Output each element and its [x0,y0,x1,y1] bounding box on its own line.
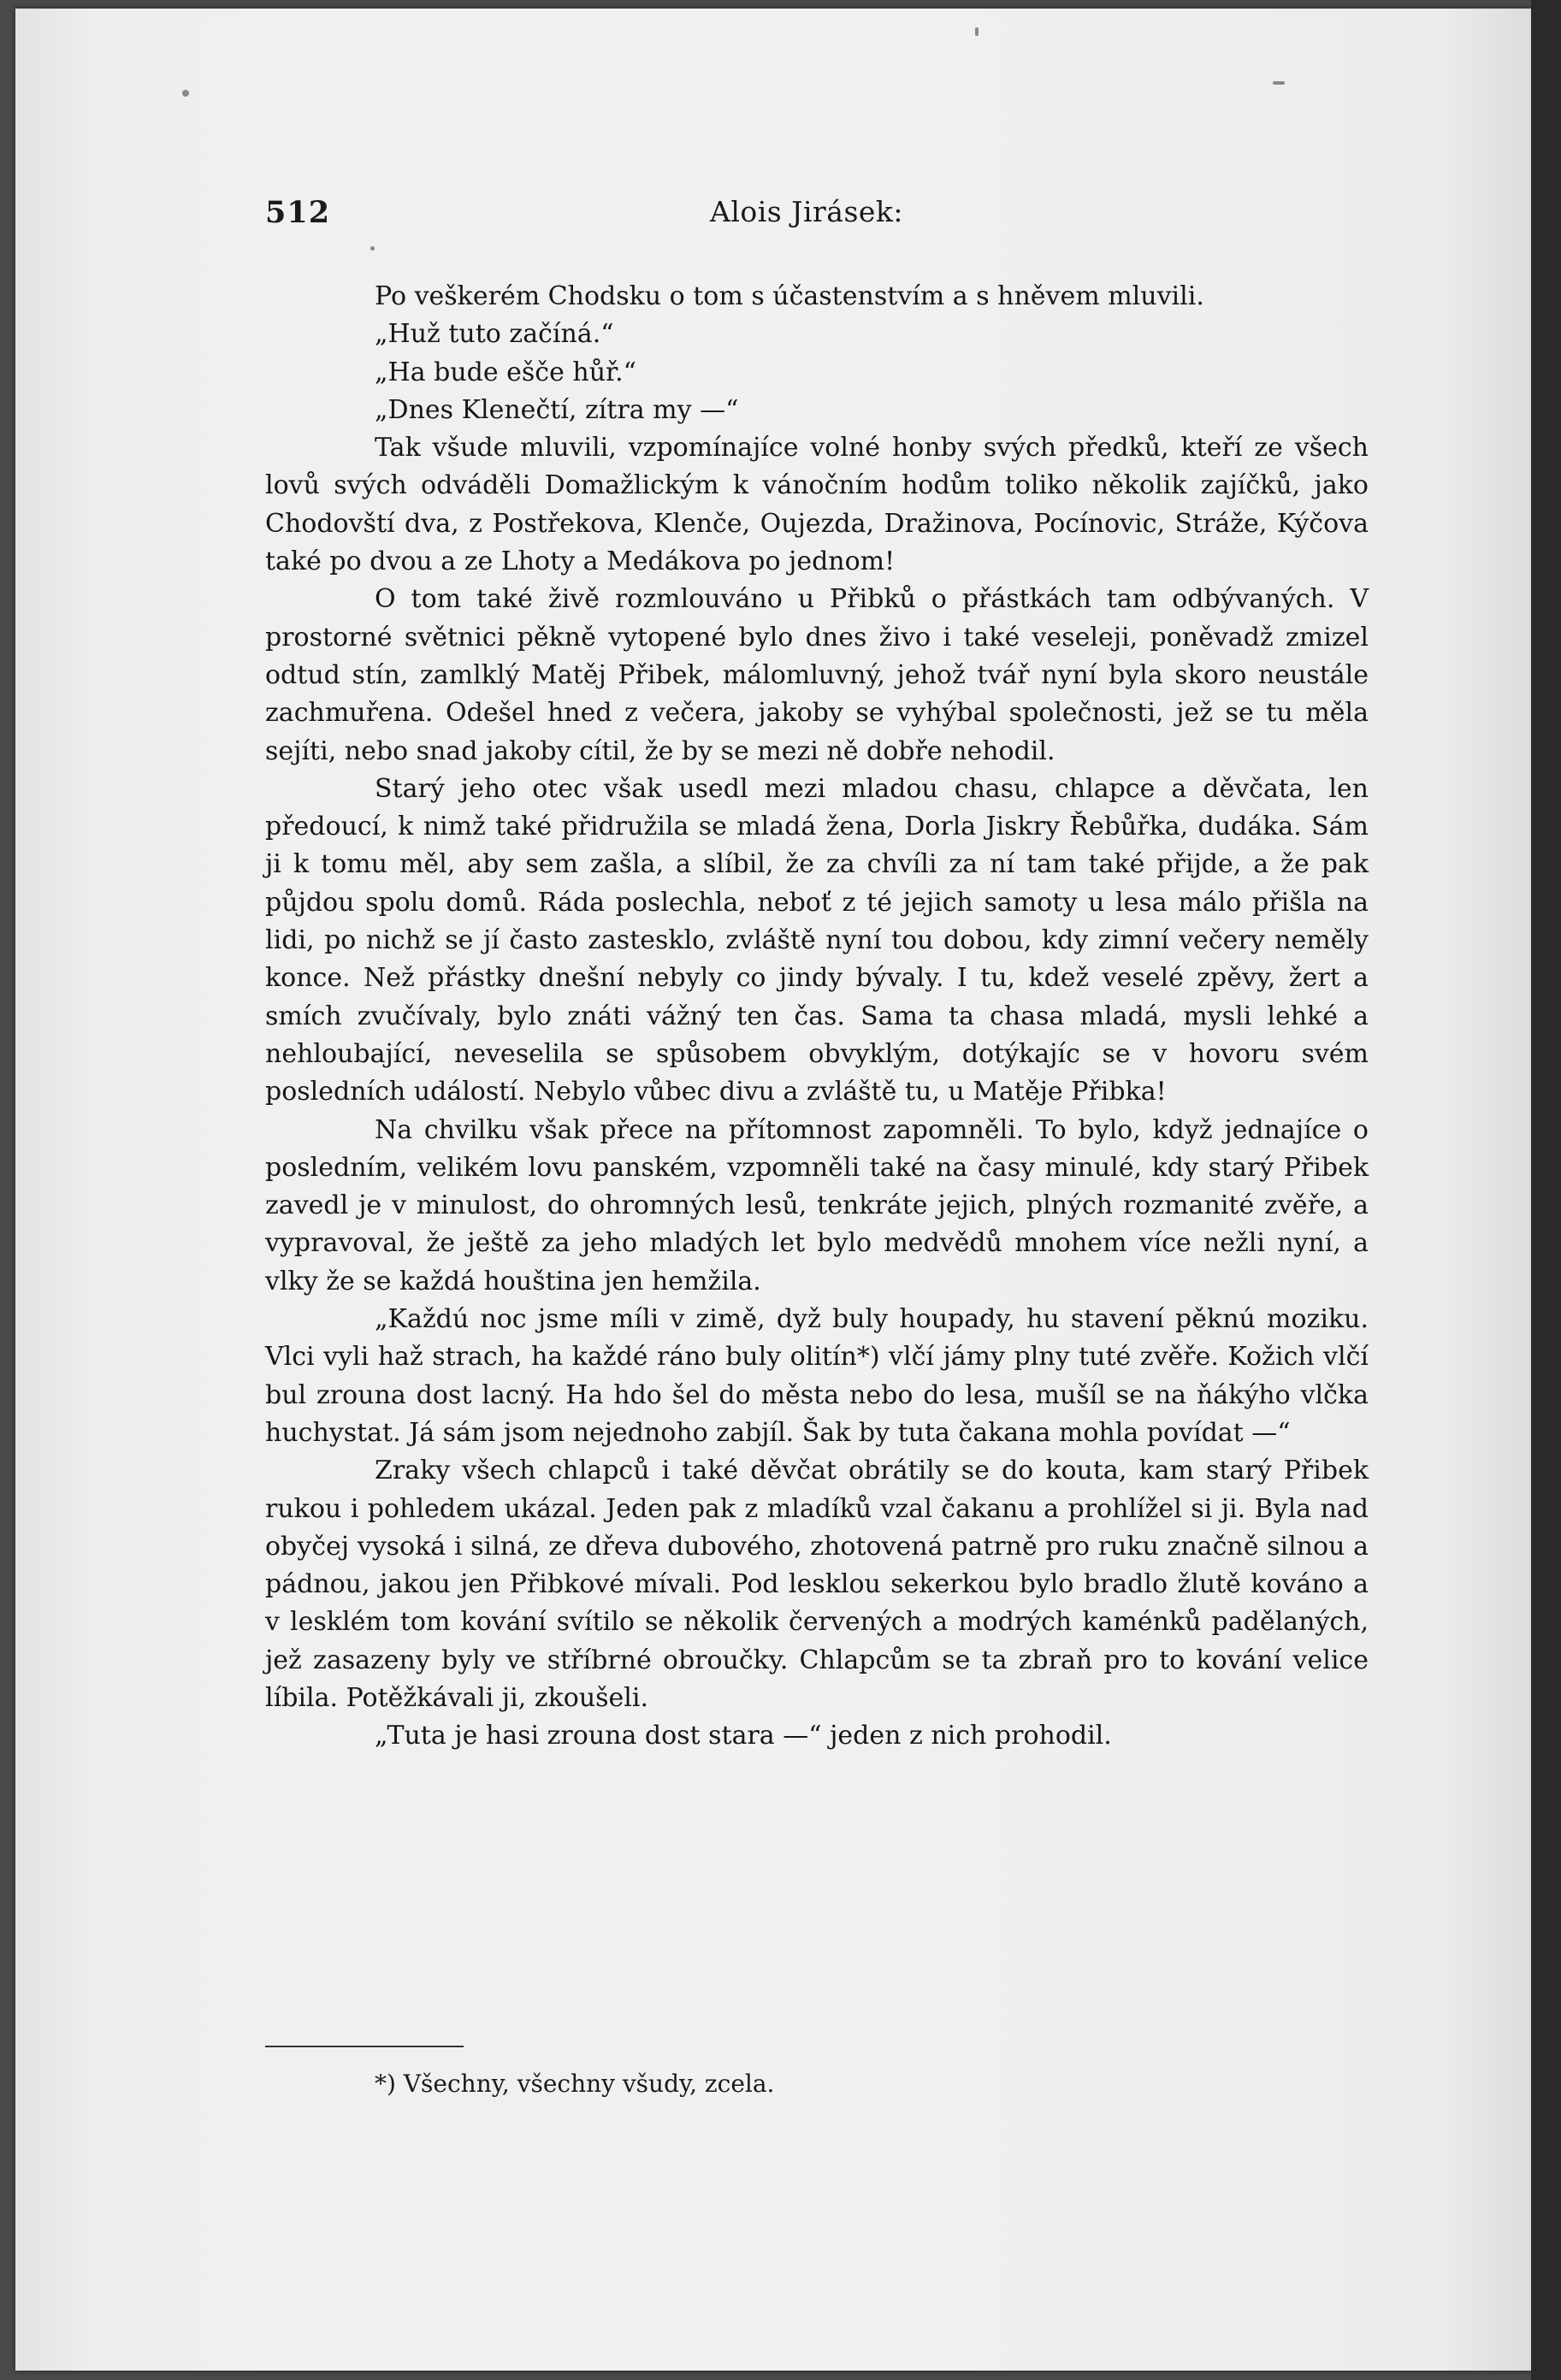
page-number: 512 [265,195,331,230]
paragraph: O tom také živě rozmlouváno u Přibků o přástkách tam odbývaných. V prostorné světnici pěkně vytopené bylo dnes živo i také veseleji, poněvadž zmizel odtud stín, zamlklý Matěj Přibek, málomluvný, jehož tvář nyní byla skoro neustále zachmuřena. Odešel hned z večera, jakoby se vyhýbal společnosti, jež se tu měla sejíti, nebo snad jakoby cítil, že by se mezi ně dobře nehodil. [265,584,1369,766]
book-page [15,9,1531,2371]
paragraph: Po veškerém Chodsku o tom s účastenstvím a s hněvem mluvili. [375,281,1204,311]
scan-speck [370,246,375,251]
paragraph: Zraky všech chlapců i také děvčat obrátily se do kouta, kam starý Přibek rukou i pohledem ukázal. Jeden pak z mladíků vzal čakanu a prohlížel si ji. Byla nad obyčej vysoká i silná, ze dřeva dubového, zhotovená patrně pro ruku značně silnou a pádnou, jakou jen Přibkové mívali. Pod lesklou sekerkou bylo bradlo žlutě kováno a v lesklém tom kování svítilo se několik červených a modrých kaménků padělaných, jež zasazeny byly ve stříbrné obroučky. Chlapcům se ta zbraň pro to kování velice líbila. Potěžkávali ji, zkoušeli. [265,1456,1369,1713]
paragraph: „Dnes Klenečtí, zítra my —“ [375,394,739,425]
paragraph: Tak všude mluvili, vzpomínajíce volné honby svých předků, kteří ze všech lovů svých odváděli Domažlickým k vánočním hodům toliko několik zajíčků, jako Chodovští dva, z Postřekova, Klenče, Oujezda, Dražinova, Pocínovic, Stráže, Kýčova také po dvou a ze Lhoty a Medákova po jednom! [265,433,1369,577]
footnote-divider [265,2046,464,2047]
paragraph: Na chvilku však přece na přítomnost zapomněli. To bylo, když jednajíce o posledním, velikém lovu panském, vzpomněli také na časy minulé, kdy starý Přibek zavedl je v minulost, do ohromných lesů, tenkráte jejich, plných rozmanité zvěře, a vypravoval, že ještě za jeho mladých let bylo medvědů mnohem více nežli nyní, a vlky že se každá houština jen hemžila. [265,1114,1369,1296]
page-header [15,195,1531,246]
paragraph: „Tuta je hasi zrouna dost stara —“ jeden z nich prohodil. [375,1721,1112,1751]
footnote: *) Všechny, všechny všudy, zcela. [375,2070,775,2098]
paragraph: „Ha bude ešče hůř.“ [375,357,636,387]
scan-border [1531,0,1561,2380]
scan-speck [182,90,189,97]
body-text [265,278,1369,1756]
scan-speck [975,27,979,36]
paragraph: „Huž tuto začíná.“ [375,319,614,350]
running-head: Alois Jirásek: [710,195,904,228]
paragraph: Starý jeho otec však usedl mezi mladou chasu, chlapce a děvčata, len předoucí, k nimž také přidružila se mladá žena, Dorla Jiskry Řebůřka, dudáka. Sám ji k tomu měl, aby sem zašla, a slíbil, že za chvíli za ní tam také přijde, a že pak půjdou spolu domů. Ráda poslechla, neboť z té jejich samoty u lesa málo přišla na lidi, po nichž se jí často zastesklo, zvláště nyní tou dobou, kdy zimní večery neměly konce. Než přástky dnešní nebyly co jindy bývaly. I tu, kdež veselé zpěvy, žert a smích zvučívaly, bylo znáti vážný ten čas. Sama ta chasa mladá, mysli lehké a nehloubající, neveselila se spůsobem obvyklým, dotýkajíc se v hovoru svém posledních událostí. Nebylo vůbec divu a zvláště tu, u Matěje Přibka! [265,773,1369,1107]
paragraph: „Každú noc jsme míli v zimě, dyž buly houpady, hu stavení pěknú moziku. Vlci vyli haž strach, ha každé ráno buly olitín*) vlčí jámy plny tuté zvěře. Kožich vlčí bul zrouna dost lacný. Ha hdo šel do města nebo do lesa, mušíl se na ňákýho vlčka huchystat. Já sám jsom nejednoho zabjíl. Šak by tuta čakana mohla povídat —“ [265,1304,1369,1448]
scan-speck [1273,81,1285,85]
